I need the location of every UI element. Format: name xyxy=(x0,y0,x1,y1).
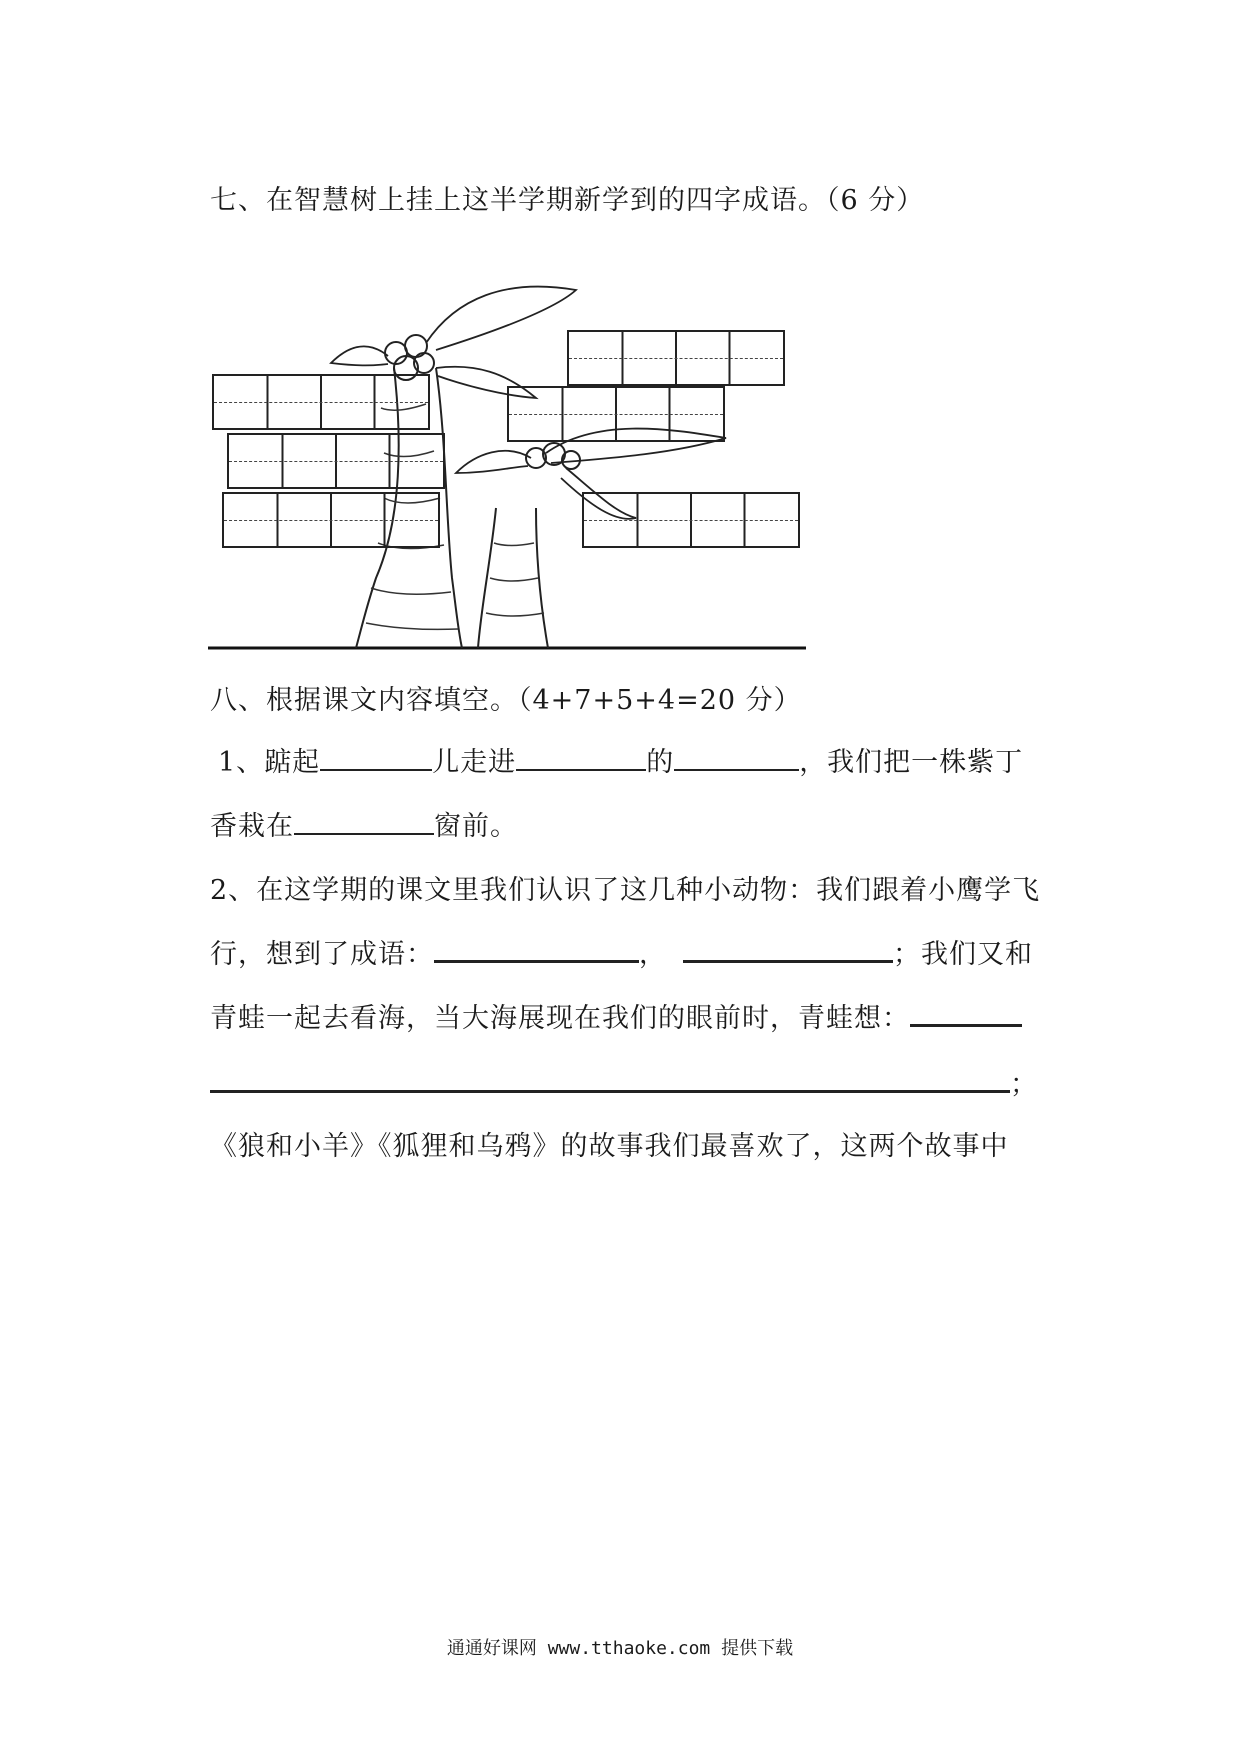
palm-leaf xyxy=(426,287,576,350)
question-text: 青蛙一起去看海，当大海展现在我们的眼前时，青蛙想： xyxy=(210,1003,910,1034)
answer-box-row[interactable] xyxy=(582,492,800,548)
answer-box-row[interactable] xyxy=(212,374,430,430)
answer-blank[interactable] xyxy=(516,743,646,771)
question-1-line-1 xyxy=(218,740,1023,779)
question-2-line-4 xyxy=(210,1062,1038,1101)
answer-blank[interactable] xyxy=(674,743,799,771)
answer-box-row[interactable] xyxy=(227,433,445,489)
section-8-heading: 八、根据课文内容填空。（4+7+5+4=20 分） xyxy=(210,685,802,716)
answer-blank[interactable] xyxy=(683,934,893,963)
answer-blank[interactable] xyxy=(294,807,434,835)
question-2-line-1: 2、在这学期的课文里我们认识了这几种小动物：我们跟着小鹰学飞 xyxy=(210,875,1041,906)
answer-blank[interactable] xyxy=(210,1064,1010,1093)
question-text: 窗前。 xyxy=(434,811,518,842)
palm-leaf xyxy=(456,451,531,473)
answer-box-row[interactable] xyxy=(507,386,725,442)
answer-blank[interactable] xyxy=(434,934,639,963)
question-2-line-3 xyxy=(210,996,1022,1035)
question-text: 儿走进 xyxy=(432,747,517,778)
question-2-line-5: 《狼和小羊》《狐狸和乌鸦》的故事我们最喜欢了，这两个故事中 xyxy=(210,1131,1009,1162)
question-text: ；我们又和 xyxy=(893,939,1033,970)
section-7-heading: 七、在智慧树上挂上这半学期新学到的四字成语。（6 分） xyxy=(210,185,925,216)
question-number: 1、 xyxy=(218,747,265,778)
question-text: ， xyxy=(639,939,667,970)
question-text: 香栽在 xyxy=(210,811,294,842)
question-text: ； xyxy=(1010,1069,1038,1100)
palm-leaf xyxy=(331,346,388,365)
footer-source-text: 通通好课网 www.tthaoke.com 提供下载 xyxy=(446,1638,794,1659)
answer-box-row[interactable] xyxy=(222,492,440,548)
question-2-line-2 xyxy=(210,932,1033,971)
question-text: 踮起 xyxy=(264,747,321,778)
answer-box-row[interactable] xyxy=(567,330,785,386)
question-1-line-2 xyxy=(210,804,518,843)
question-text: 行，想到了成语： xyxy=(210,939,434,970)
question-text: ，我们把一株紫丁 xyxy=(799,747,1024,778)
answer-blank[interactable] xyxy=(320,743,432,771)
question-text: 的 xyxy=(646,747,675,778)
answer-blank[interactable] xyxy=(910,998,1022,1027)
